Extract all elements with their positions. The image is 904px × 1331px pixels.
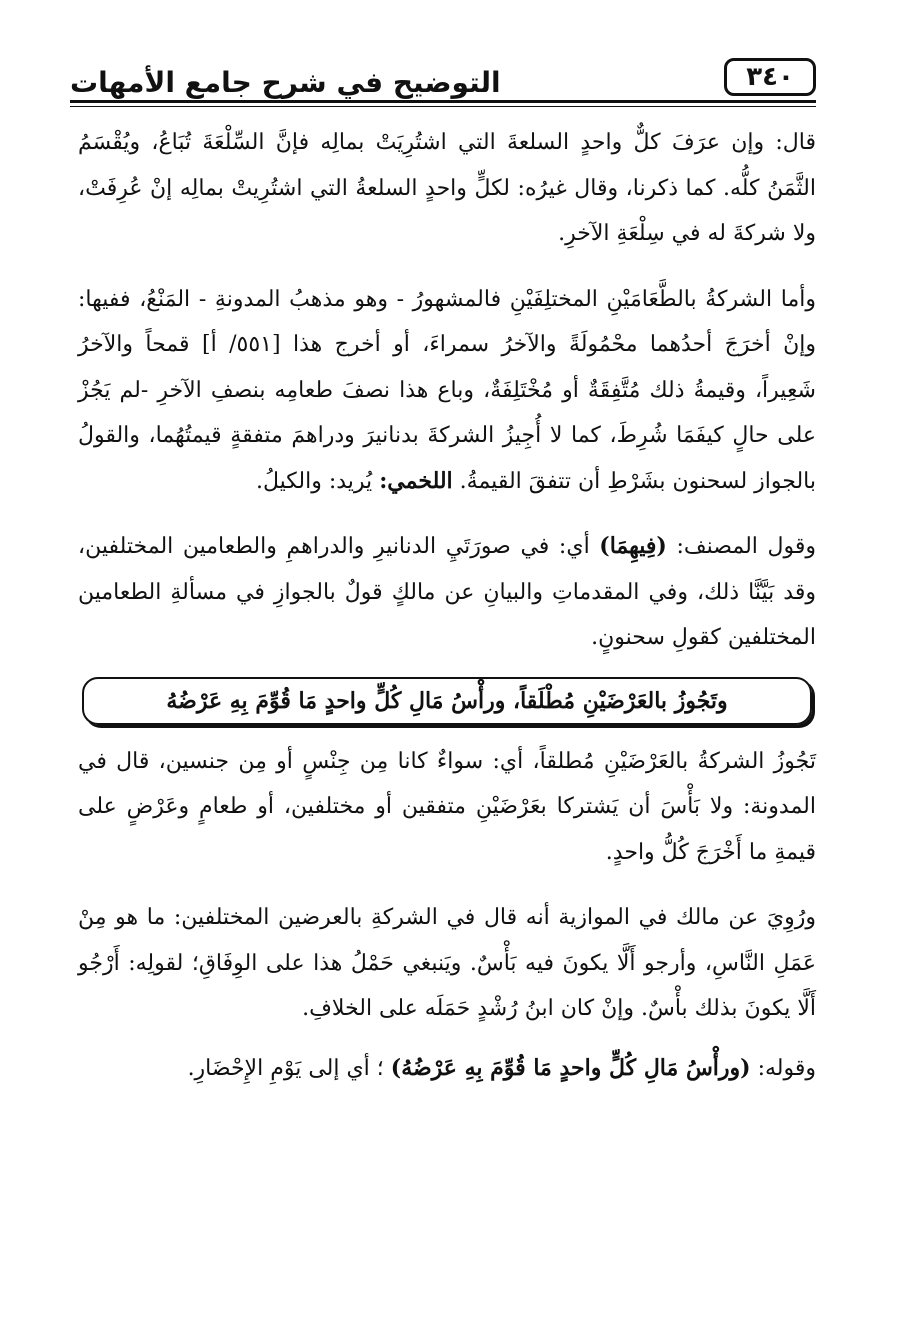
book-title: التوضيح في شرح جامع الأمهات xyxy=(70,66,501,99)
header-rule-thin xyxy=(70,106,816,107)
fihima-text: أي: في صورَتَيِ الدنانيرِ والدراهمِ والطعامين المختلفين، xyxy=(78,534,590,559)
paragraph xyxy=(78,524,816,661)
paragraph-text: وقوله: xyxy=(757,1055,816,1081)
qawluhu-quote: (ورأْسُ مَالِ كُلٍّ واحدٍ مَا قُوِّمَ بِهِ عَرْضُهُ) xyxy=(390,1054,751,1081)
paragraph xyxy=(78,277,816,505)
paragraph: قال: وإن عرَفَ كلٌّ واحدٍ السلعةَ التي اشتُرِيَتْ بمالِه فإنَّ السِّلْعَةَ تُبَاعُ، ويُقْسَمُ الثَّمَنُ كلُّه. كما ذكرنا، وقال غيرُه: لكلٍّ واحدٍ السلعةُ التي اشتُرِيتْ بمالِه إنْ عُرِفَتْ، ولا شركةَ له في سِلْعَةِ الآخرِ. xyxy=(78,130,816,246)
page-header xyxy=(70,58,816,110)
paragraph: ورُوِيَ عن مالك في الموازية أنه قال في الشركةِ بالعرضين المختلفين: ما هو مِنْ عَمَلِ النَّاسِ، وأرجو أَلَّا يكونَ فيه بَأْسٌ. ويَنبغي حَمْلُ هذا على الوِفَاقِ؛ لقولِه: أَرْجُو أَلَّا يكونَ بذلك بأْسٌ. وإنْ كان ابنُ رُشْدٍ حَمَلَه على الخلافِ. xyxy=(78,905,816,1021)
matn-section xyxy=(78,677,816,725)
paragraph-text: وقول المصنف: xyxy=(676,534,816,559)
matn-text-box: وتَجُوزُ بالعَرْضَيْنِ مُطْلَقاً، ورأْسُ مَالِ كُلٍّ واحدٍ مَا قُوِّمَ بِهِ عَرْضُهُ xyxy=(82,677,812,725)
paragraph xyxy=(78,1046,816,1092)
qawluhu-text: ؛ أي إلى يَوْمِ الإِحْضَارِ. xyxy=(187,1055,384,1081)
fihima-label: (فِيهِمَا) xyxy=(599,533,667,559)
paragraph-text: وأما الشركةُ بالطَّعَامَيْنِ المختلِفَيْنِ فالمشهورُ - وهو مذهبُ المدونةِ - المَنْعُ، ففيها: وإنْ أخرَجَ أحدُهما محْمُولَةً والآخرُ سمراءَ، أو أخرج هذا [٥٥١/ أ] قمحاً والآخرُ شَعِيراً، وقيمةُ ذلك مُتَّفِقَةٌ أو مُخْتَلِفَةٌ، وباع هذا نصفَ طعامِه بنصفِ الآخرِ -لم يَجُزْ على حالٍ كيفَمَا شُرِطَ، كما لا أُجِيزُ الشركةَ بدنانيرَ ودراهمَ متفقةٍ قيمتُهُما، والقولُ بالجواز لسحنون بشَرْطِ أن تتفقَ القيمةُ. xyxy=(78,286,816,494)
paragraph-text: وقد بَيَّنَّا ذلك، وفي المقدماتِ والبيانِ عن مالكٍ قولٌ بالجوازِ في مسألةِ الطعامين المختلفين كقولِ سحنونٍ. xyxy=(78,579,816,650)
lakhmi-label: اللخمي: xyxy=(379,467,453,494)
lakhmi-text: يُريد: والكيلُ. xyxy=(255,468,373,494)
page-number: ٣٤٠ xyxy=(724,58,816,96)
header-rule xyxy=(70,100,816,103)
paragraph: تَجُوزُ الشركةُ بالعَرْضَيْنِ مُطلقاً، أي: سواءٌ كانا مِن جِنْسٍ أو مِن جنسين، قال في المدونة: ولا بَأْسَ أن يَشتركا بعَرْضَيْنِ متفقين أو مختلفين، أو طعامٍ وعَرْضٍ على قيمةِ ما أَخْرَجَ كُلُّ واحدٍ. xyxy=(78,748,816,865)
main-text xyxy=(78,120,816,1111)
